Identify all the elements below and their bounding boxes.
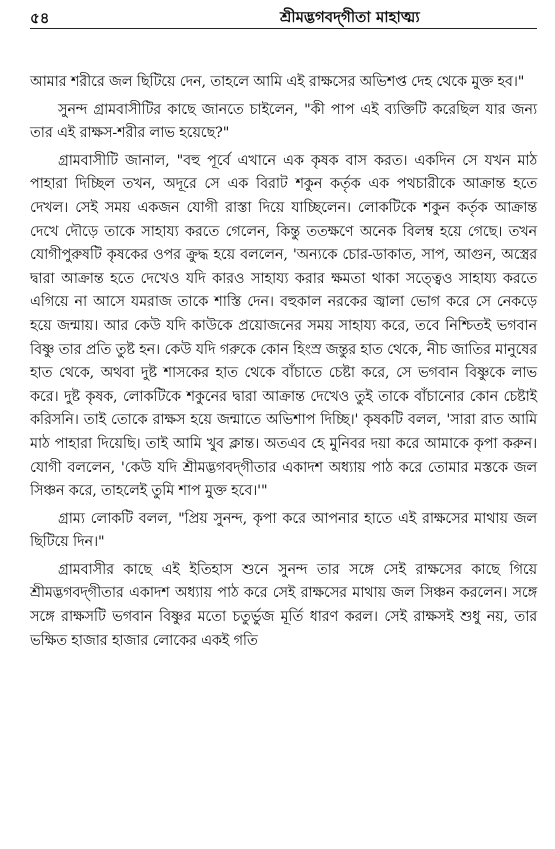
paragraph: গ্রামবাসীর কাছে এই ইতিহাস শুনে সুনন্দ তার সঙ্গে সেই রাক্ষসের কাছে গিয়ে শ্রীমদ্ভগবদ্‌গীতার একাদশ অধ্যায় পাঠ করে সেই রাক্ষসের মাথায় জল সিঞ্চন করলেন। সঙ্গে সঙ্গে রাক্ষসটি ভগবান বিষ্ণুর মতো চতুর্ভুজ মূর্তি ধারণ করল। সেই রাক্ষসই শুধু নয়, তার ভক্ষিত হাজার হাজার লোকের একই গতি: [30, 561, 537, 649]
page-number: ৫৪: [30, 9, 50, 27]
paragraph: গ্রাম্য লোকটি বলল, "প্রিয় সুনন্দ, কৃপা করে আপনার হাতে এই রাক্ষসের মাথায় জল ছিটিয়ে দিন।": [30, 510, 537, 551]
running-title: শ্রীমদ্ভগবদ্‌গীতা মাহাত্ম্য: [280, 8, 420, 26]
paragraph: আমার শরীরে জল ছিটিয়ে দেন, তাহলে আমি এই রাক্ষসের অভিশপ্ত দেহ থেকে মুক্ত হব।": [30, 74, 525, 90]
page-header: [30, 4, 537, 29]
paragraph: গ্রামবাসীটি জানাল, "বহু পূর্বে এখানে এক কৃষক বাস করত। একদিন সে যখন মাঠ পাহারা দিচ্ছিল তখন, অদূরে সে এক বিরাট শকুন কর্তৃক এক পথচারীকে আক্রান্ত হতে দেখল। সেই সময় একজন যোগী রাস্তা দিয়ে যাচ্ছিলেন। লোকটিকে শকুন কর্তৃক আক্রান্ত দেখে দৌড়ে তাকে সাহায্য করতে গেলেন, কিন্তু ততক্ষণে অনেক বিলম্ব হয়ে গেছে। তখন যোগীপুরুষটি কৃষকের ওপর ক্রুদ্ধ হয়ে বললেন, 'অন্যকে চোর-ডাকাত, সাপ, আগুন, অস্ত্রের দ্বারা আক্রান্ত হতে দেখেও যদি কারও সাহায্য করার ক্ষমতা থাকা সত্ত্বেও সাহায্য করতে এগিয়ে না আসে যমরাজ তাকে শাস্তি দেন। বহুকাল নরকের জ্বালা ভোগ করে সে নেকড়ে হয়ে জন্মায়। আর কেউ যদি কাউকে প্রয়োজনের সময় সাহায্য করে, তবে নিশ্চিতই ভগবান বিষ্ণু তার প্রতি তুষ্ট হন। কেউ যদি গরুকে কোন হিংস্র জন্তুর হাত থেকে, নীচ জাতির মানুষের হাত থেকে, অথবা দুষ্ট শাসকের হাত থেকে বাঁচাতে চেষ্টা করে, সে ভগবান বিষ্ণুকে লাভ করে। দুষ্ট কৃষক, লোকটিকে শকুনের দ্বারা আক্রান্ত দেখেও তুই তাকে বাঁচানোর কোন চেষ্টাই করিসনি। তাই তোকে রাক্ষস হয়ে জন্মাতে অভিশাপ দিচ্ছি।' কৃষকটি বলল, 'সারা রাত আমি মাঠ পাহারা দিয়েছি। তাই আমি খুব ক্লান্ত। অতএব হে মুনিবর দয়া করে আমাকে কৃপা করুন। যোগী বললেন, 'কেউ যদি শ্রীমদ্ভগবদ্‌গীতার একাদশ অধ্যায় পাঠ করে তোমার মস্তকে জল সিঞ্চন করে, তাহলেই তুমি শাপ মুক্ত হবে।'": [30, 152, 537, 500]
page-body: [30, 71, 537, 653]
paragraph: সুনন্দ গ্রামবাসীটির কাছে জানতে চাইলেন, "কী পাপ এই ব্যক্তিটি করেছিল যার জন্য তার এই রাক্ষস-শরীর লাভ হয়েছে?": [30, 101, 537, 142]
